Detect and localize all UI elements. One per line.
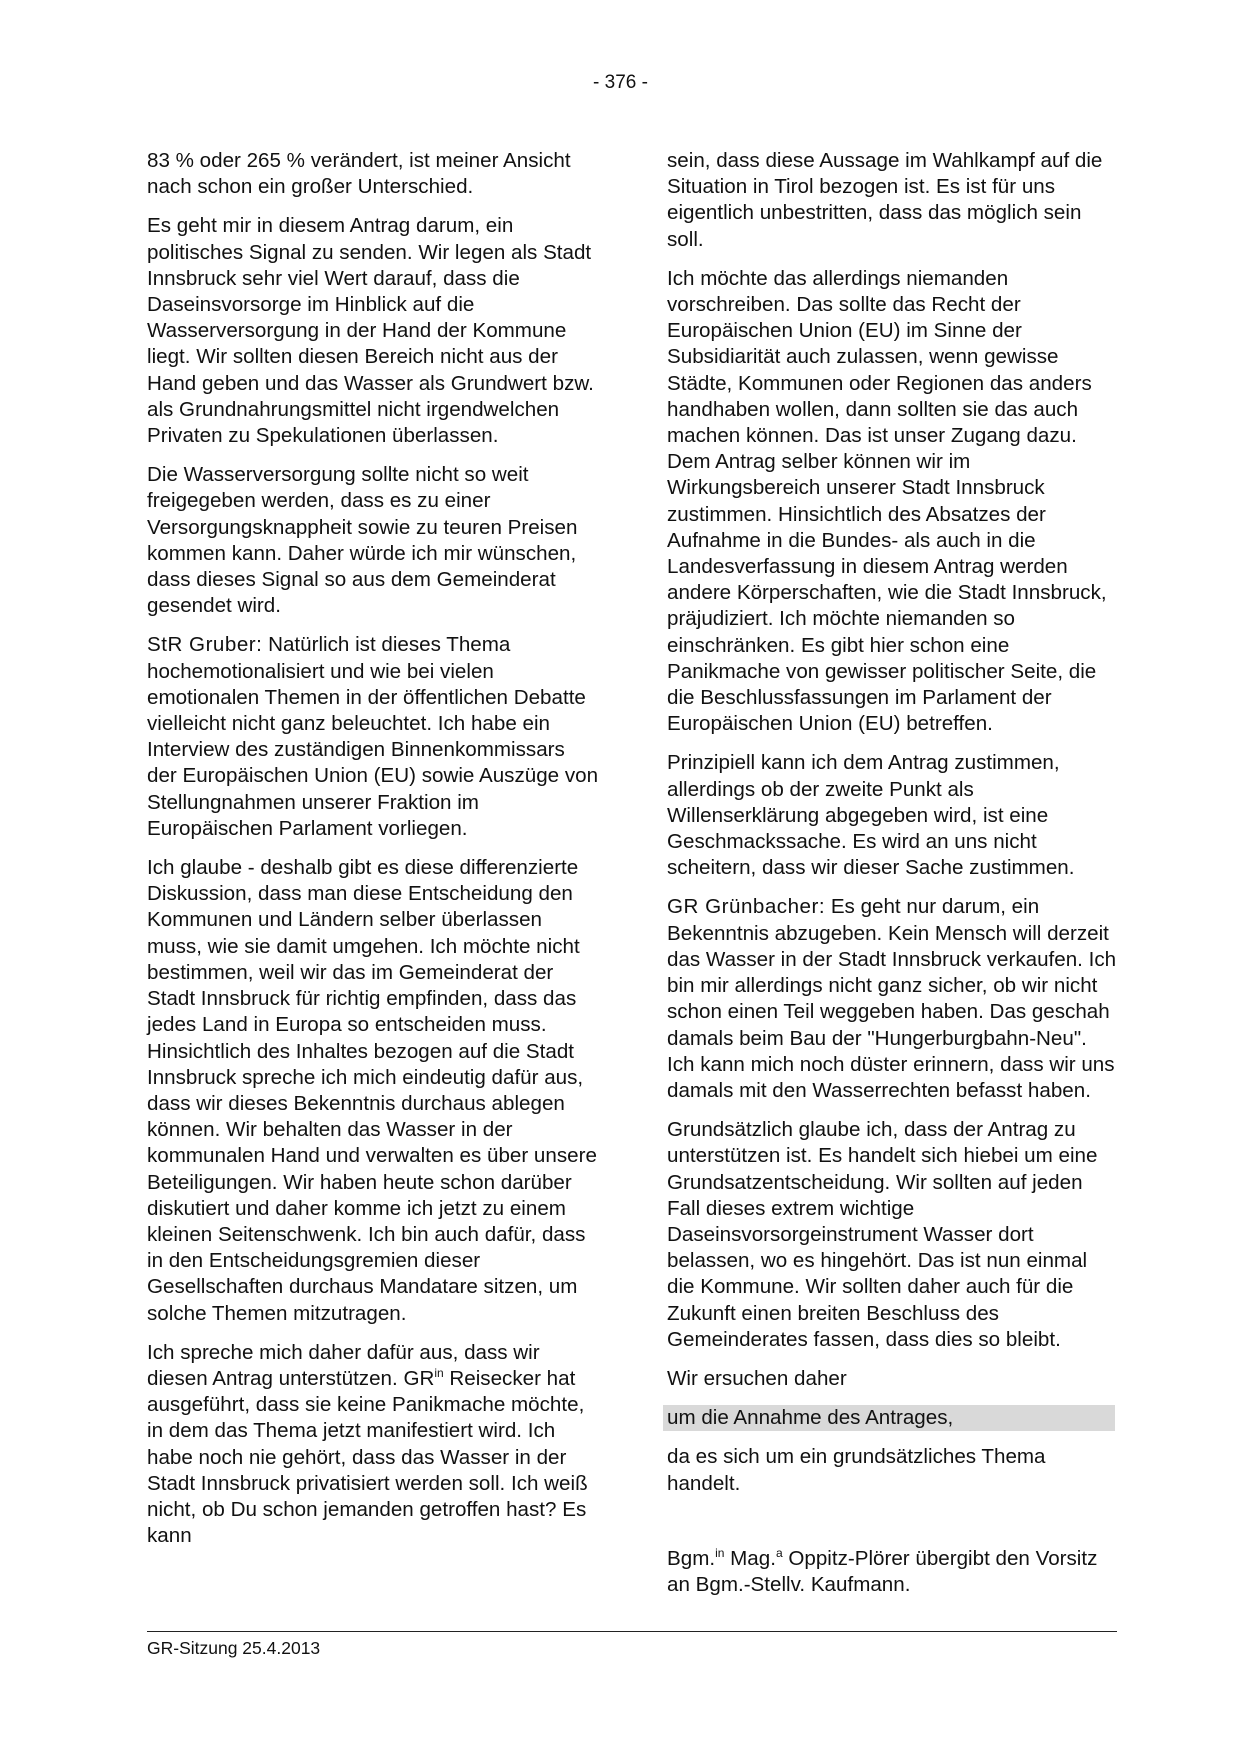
paragraph: Ich möchte das allerdings niemanden vorschreiben. Das sollte das Recht der Europäischen Union (EU) im Sinne der Subsidiarität auch zulassen, wenn gewisse Städte, Kommunen oder Regionen das anders handhaben wollen, dann sollten sie das auch machen können. Das ist unser Zugang dazu. Dem Antrag selber können wir im Wirkungsbereich unserer Stadt Innsbruck zustimmen. Hinsichtlich des Absatzes der Aufnahme in die Bundes- als auch in die Landesverfassung in diesem Antrag werden andere Körperschaften, wie die Stadt Innsbruck, präjudiziert. Ich möchte niemanden so einschränken. Es gibt hier schon eine Panikmache von gewisser politischer Seite, die die Beschlussfassungen im Parlament der Europäischen Union (EU) betreffen. — [667, 266, 1107, 736]
paragraph: Grundsätzlich glaube ich, dass der Antrag zu unterstützen ist. Es handelt sich hiebei um eine Grundsatzentscheidung. Wir sollten auf jeden Fall dieses extrem wichtige Daseinsvorsorgeinstrument Wasser dort belassen, wo es hingehört. Das ist nun einmal die Kommune. Wir sollten daher auch für die Zukunft einen breiten Beschluss des Gemeinderates fassen, dass dies so bleibt. — [667, 1118, 1098, 1351]
superscript: in — [434, 1365, 444, 1380]
paragraph: da es sich um ein grundsätzliches Thema handelt. — [667, 1445, 1046, 1495]
paragraph — [667, 894, 1119, 1104]
paragraph: Prinzipiell kann ich dem Antrag zustimmen, allerdings ob der zweite Punkt als Willenserklärung abgegeben wird, ist eine Geschmackssache. Es wird an uns nicht scheitern, dass wir dieser Sache zustimmen. — [667, 751, 1075, 880]
paragraph: 83 % oder 265 % verändert, ist meiner Ansicht nach schon ein großer Unterschied. — [147, 149, 571, 199]
speech-text: Natürlich ist dieses Thema hochemotionalisiert und wie bei vielen emotionalen Themen in der öffentlichen Debatte vielleicht nicht ganz beleuchtet. Ich habe ein Interview des zuständigen Binnenkommissars der Europäischen Union (EU) sowie Auszüge von Stellungnahmen unserer Fraktion im Europäischen Parlament vorliegen. — [147, 633, 599, 840]
paragraph: Wir ersuchen daher — [667, 1366, 847, 1390]
spacer — [667, 1510, 1119, 1546]
paragraph: Die Wasserversorgung sollte nicht so weit freigegeben werden, dass es zu einer Versorgungsknappheit sowie zu teuren Preisen kommen kann. Daher würde ich mir wünschen, dass dieses Signal so aus dem Gemeinderat gesendet wird. — [147, 463, 578, 618]
paragraph-text: Ich spreche mich daher dafür aus, dass wir diesen Antrag unterstützen. GR — [147, 1340, 540, 1390]
highlighted-motion: um die Annahme des Antrages, — [663, 1405, 1115, 1431]
speaker-name: GR Grünbacher: — [667, 895, 826, 919]
paragraph: Ich glaube - deshalb gibt es diese differenzierte Diskussion, dass man diese Entscheidung den Kommunen und Ländern selber überlassen muss, wie sie damit umgehen. Ich möchte nicht bestimmen, weil wir das im Gemeinderat der Stadt Innsbruck für richtig empfinden, dass das jedes Land in Europa so entscheiden muss. Hinsichtlich des Inhaltes bezogen auf die Stadt Innsbruck spreche ich mich eindeutig dafür aus, dass wir dieses Bekenntnis durchaus ablegen können. Wir behalten das Wasser in der kommunalen Hand und verwalten es über unsere Beteiligungen. Wir haben heute schon darüber diskutiert und daher komme ich jetzt zu einem kleinen Seitenschwenk. Ich bin auch dafür, dass in den Entscheidungsgremien dieser Gesellschaften durchaus Mandatare sitzen, um solche Themen mitzutragen. — [147, 856, 597, 1325]
superscript: in — [715, 1545, 725, 1560]
footer-text: GR-Sitzung 25.4.2013 — [147, 1638, 321, 1658]
paragraph-text: Bgm. — [667, 1546, 716, 1570]
paragraph: Es geht mir in diesem Antrag darum, ein politisches Signal zu senden. Wir legen als Stadt Innsbruck sehr viel Wert darauf, dass die Daseinsvorsorge im Hinblick auf die Wasserversorgung in der Hand der Kommune liegt. Wir sollten diesen Bereich nicht aus der Hand geben und das Wasser als Grundwert bzw. als Grundnahrungsmittel nicht irgendwelchen Privaten zu Spekulationen überlassen. — [147, 214, 594, 448]
speaker-name: StR Gruber: — [147, 633, 263, 657]
paragraph — [667, 1546, 1119, 1598]
left-column — [147, 148, 599, 1562]
footer-divider — [147, 1631, 1117, 1632]
paragraph — [147, 1340, 599, 1550]
paragraph: sein, dass diese Aussage im Wahlkampf auf die Situation in Tirol bezogen ist. Es ist für uns eigentlich unbestritten, dass das möglich sein soll. — [667, 149, 1103, 251]
page-number: - 376 - — [593, 72, 648, 93]
paragraph — [147, 632, 599, 842]
paragraph-text: Mag. — [724, 1546, 776, 1570]
paragraph-text: Oppitz-Plörer übergibt den Vorsitz an Bgm.-Stellv. Kaufmann. — [667, 1546, 1098, 1596]
right-column — [667, 148, 1119, 1611]
superscript: a — [775, 1545, 783, 1560]
speech-text: Es geht nur darum, ein Bekenntnis abzugeben. Kein Mensch will derzeit das Wasser in der Stadt Innsbruck verkaufen. Ich bin mir allerdings nicht ganz sicher, ob wir nicht schon einen Teil weggeben haben. Das geschah damals beim Bau der "Hungerburgbahn-Neu". Ich kann mich noch düster erinnern, dass wir uns damals mit den Wasserrechten befasst haben. — [667, 895, 1117, 1102]
paragraph-text: Reisecker hat ausgeführt, dass sie keine Panikmache möchte, in dem das Thema jetzt manifestiert wird. Ich habe noch nie gehört, dass das Wasser in der Stadt Innsbruck privatisiert werden soll. Ich weiß nicht, ob Du schon jemanden getroffen hast? Es kann — [147, 1366, 588, 1548]
